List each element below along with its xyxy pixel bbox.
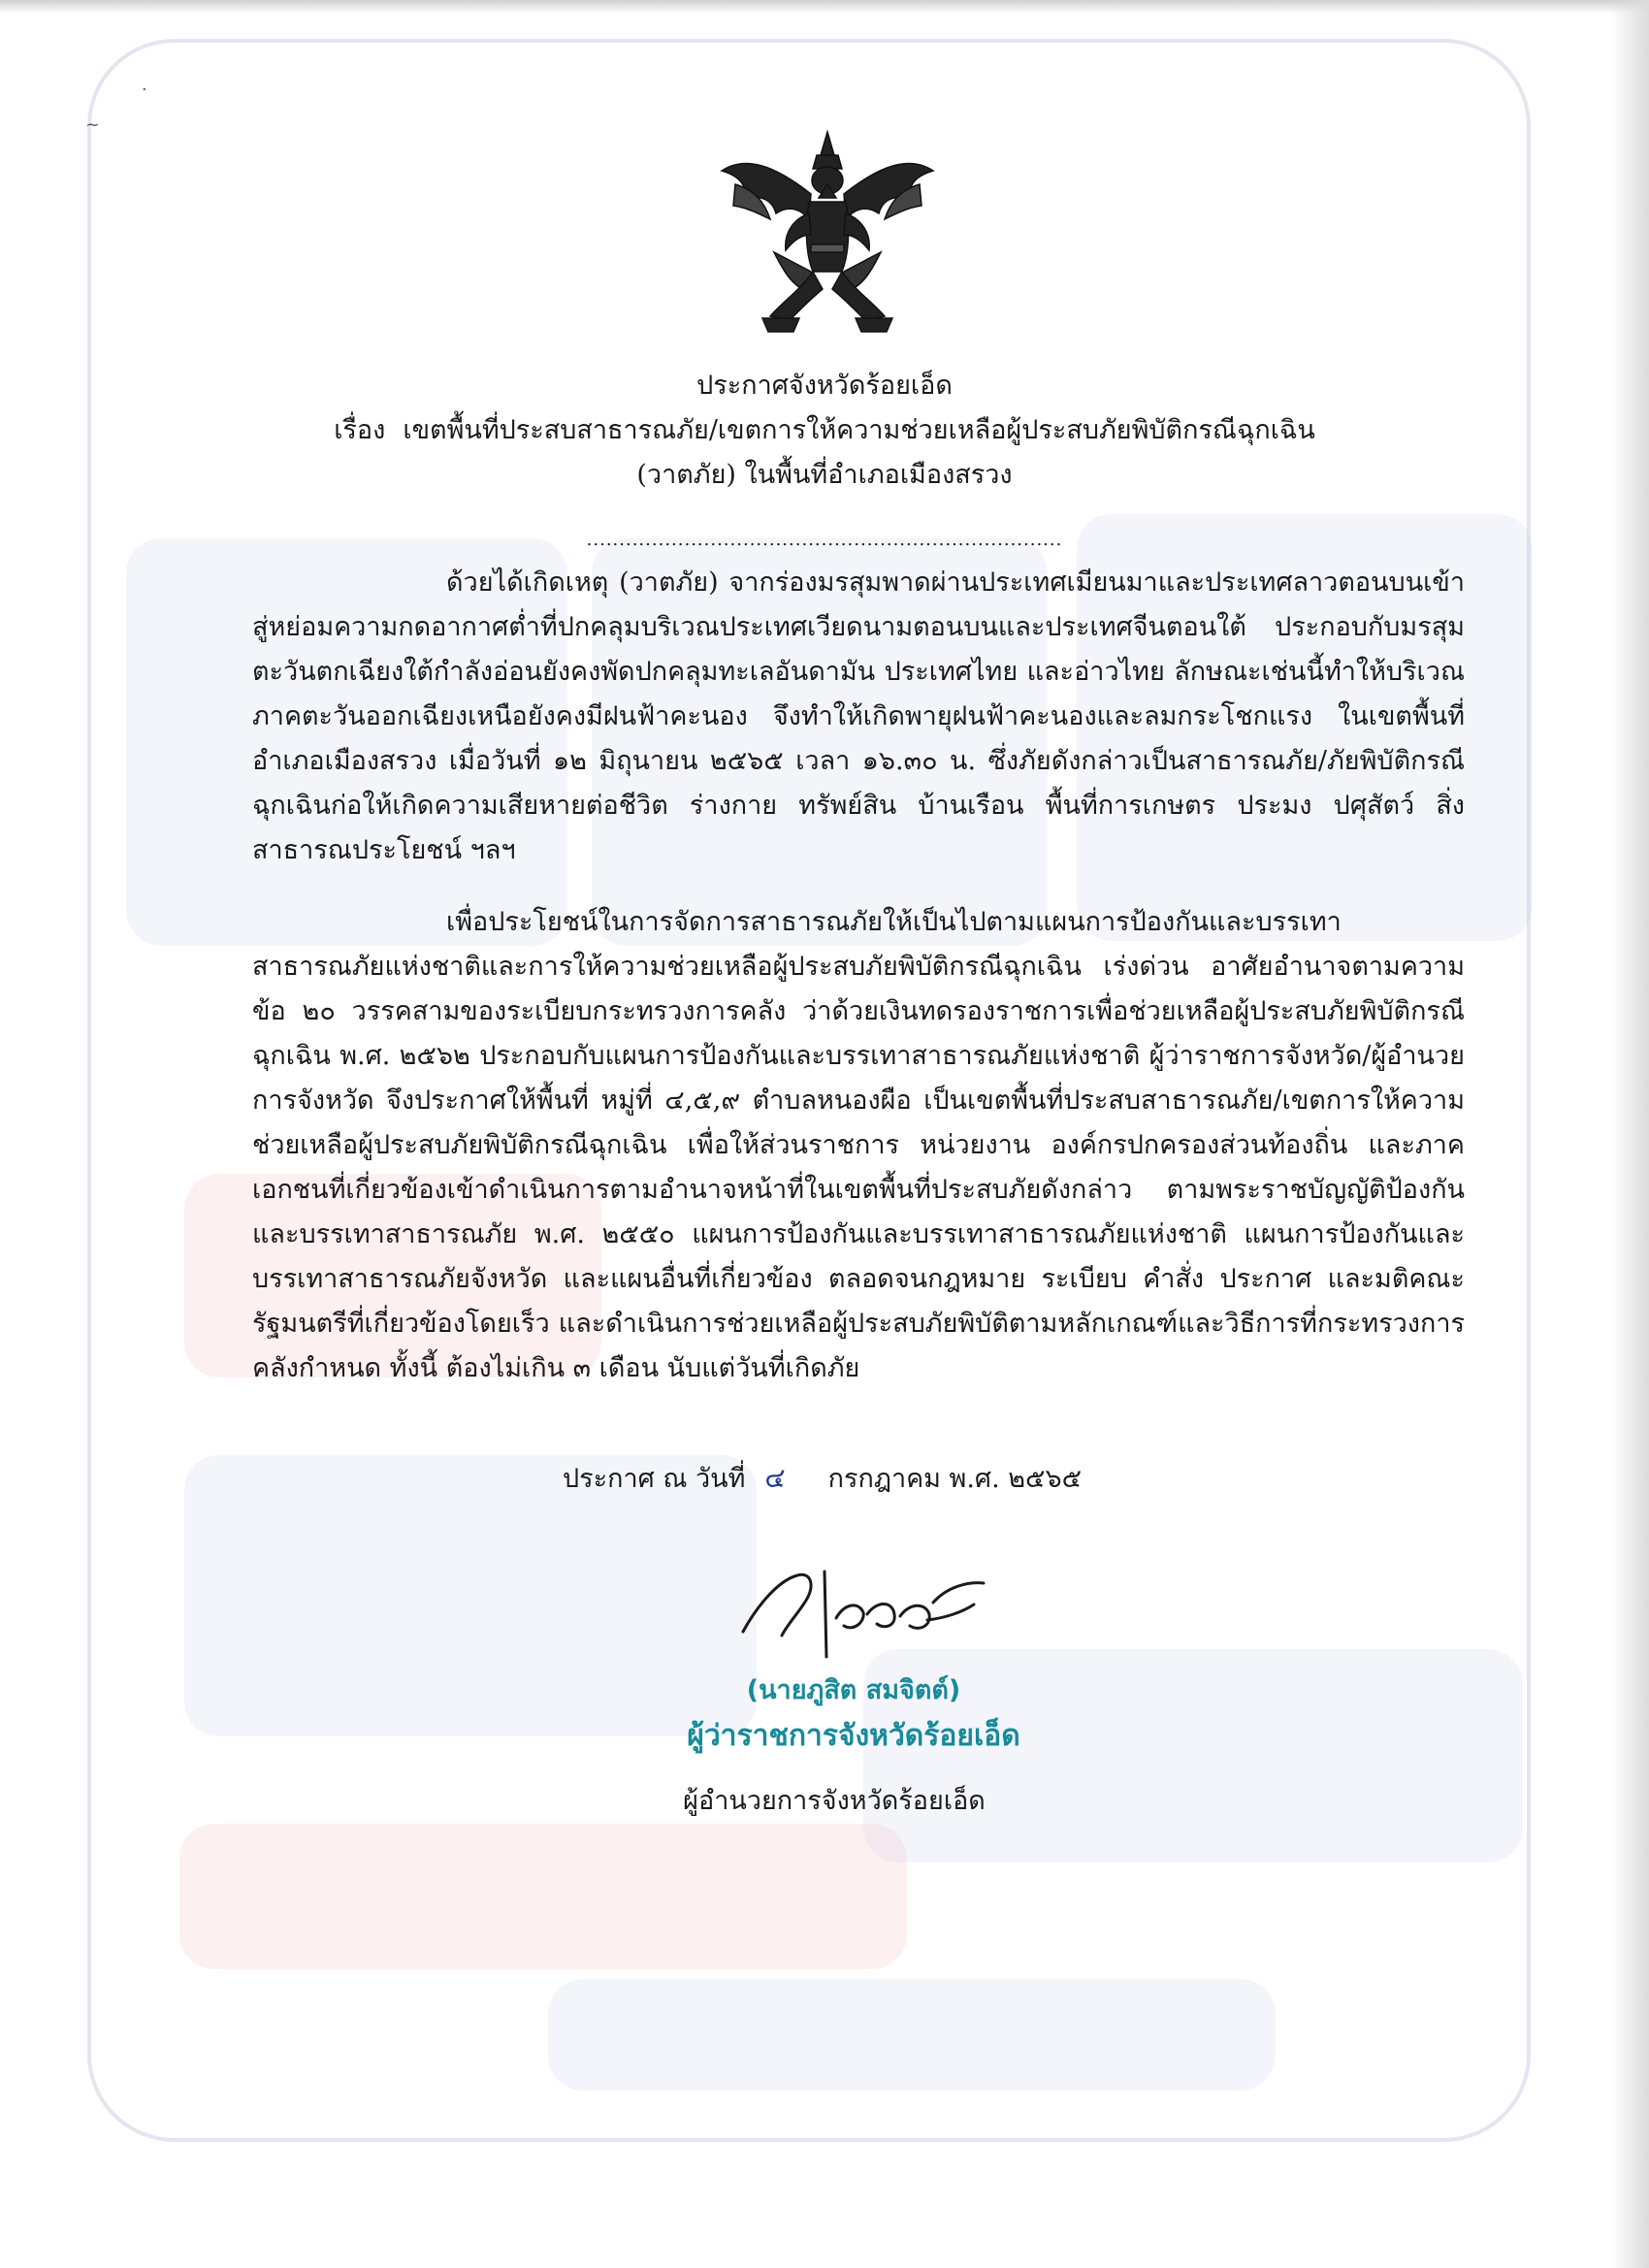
document-header [0,365,1649,407]
body-paragraph-2: เพื่อประโยชน์ในการจัดการสาธารณภัยให้เป็นไปตามแผนการป้องกันและบรรเทาสาธารณภัยแห่งชาติและการให้ความช่วยเหลือผู้ประสบภัยพิบัติกรณีฉุกเฉิน เร่งด่วน อาศัยอำนาจตามความ ข้อ ๒๐ วรรคสามของระเบียบกระทรวงการคลัง ว่าด้วยเงินทดรองราชการเพื่อช่วยเหลือผู้ประสบภัยพิบัติกรณีฉุกเฉิน พ.ศ. ๒๕๖๒ ประกอบกับแผนการป้องกันและบรรเทาสาธารณภัยแห่งชาติ ผู้ว่าราชการจังหวัด/ผู้อำนวยการจังหวัด จึงประกาศให้พื้นที่ หมู่ที่ ๔,๕,๙ ตำบลหนองผือ เป็นเขตพื้นที่ประสบสาธารณภัย/เขตการให้ความช่วยเหลือผู้ประสบภัยพิบัติกรณีฉุกเฉิน เพื่อให้ส่วนราชการ หน่วยงาน องค์กรปกครองส่วนท้องถิ่น และภาคเอกชนที่เกี่ยวข้องเข้าดำเนินการตามอำนาจหน้าที่ในเขตพื้นที่ประสบภัยดังกล่าว ตามพระราชบัญญัติป้องกันและบรรเทาสาธารณภัย พ.ศ. ๒๕๕๐ แผนการป้องกันและบรรเทาสาธารณภัยแห่งชาติ แผนการป้องกันและบรรเทาสาธารณภัยจังหวัด และแผนอื่นที่เกี่ยวข้อง ตลอดจนกฎหมาย ระเบียบ คำสั่ง ประกาศ และมติคณะรัฐมนตรีที่เกี่ยวข้องโดยเร็ว และดำเนินการช่วยเหลือผู้ประสบภัยพิบัติตามหลักเกณฑ์และวิธีการที่กระทรวงการคลังกำหนด ทั้งนี้ ต้องไม่เกิน ๓ เดือน นับแต่วันที่เกิดภัย [252,907,1465,1383]
scan-speck: · [142,80,147,100]
subject-line-1: เขตพื้นที่ประสบสาธารณภัย/เขตการให้ความช่วยเหลือผู้ประสบภัยพิบัติกรณีฉุกเฉิน [403,415,1315,445]
subject-line-2: (วาตภัย) ในพื้นที่อำเภอเมืองสรวง [636,460,1013,490]
document-subject-cont [0,454,1649,497]
scan-speck: ~ [85,114,101,135]
header-separator: ......................................................................... [586,530,1063,550]
announcement-day: ๔ [764,1462,786,1494]
bleed-through-panel [179,1824,907,1969]
document-title: ประกาศจังหวัดร้อยเอ็ด [696,371,953,401]
body-paragraph-1: ด้วยได้เกิดเหตุ (วาตภัย) จากร่องมรสุมพาดผ่านประเทศเมียนมาและประเทศลาวตอนบนเข้าสู่หย่อมความกดอากาศต่ำที่ปกคลุมบริเวณประเทศเวียดนามตอนบนและประเทศจีนตอนใต้ ประกอบกับมรสุมตะวันตกเฉียงใต้กำลังอ่อนยังคงพัดปกคลุมทะเลอันดามัน ประเทศไทย และอ่าวไทย ลักษณะเช่นนี้ทำให้บริเวณภาคตะวันออกเฉียงเหนือยังคงมีฝนฟ้าคะนอง จึงทำให้เกิดพายุฝนฟ้าคะนองและลมกระโชกแรง ในเขตพื้นที่อำเภอเมืองสรวง เมื่อวันที่ ๑๒ มิถุนายน ๒๕๖๕ เวลา ๑๖.๓๐ น. ซึ่งภัยดังกล่าวเป็นสาธารณภัย/ภัยพิบัติกรณีฉุกเฉินก่อให้เกิดความเสียหายต่อชีวิต ร่างกาย ทรัพย์สิน บ้านเรือน พื้นที่การเกษตร ประมง ปศุสัตว์ สิ่งสาธารณประโยชน์ ฯลฯ [252,567,1465,865]
document-body [252,561,1465,1418]
announcement-month-year: กรกฎาคม พ.ศ. ๒๕๖๕ [827,1464,1083,1494]
bleed-through-panel [548,1979,1276,2090]
scan-edge-shadow [0,0,1649,14]
garuda-emblem-icon [716,126,939,349]
scan-edge-shadow-right [1610,0,1649,2268]
document-subject [0,409,1649,452]
signer-name-stamp: (นายภูสิต สมจิตต์) [746,1675,961,1705]
announcement-prefix: ประกาศ ณ วันที่ [563,1464,746,1494]
handwritten-signature [729,1542,991,1678]
signer-position-stamp: ผู้ว่าราชการจังหวัดร้อยเอ็ด [687,1719,1020,1753]
announcement-date [563,1457,1082,1501]
header-separator-row [0,516,1649,562]
subject-label: เรื่อง [334,415,386,445]
signer-role: ผู้อำนวยการจังหวัดร้อยเอ็ด [683,1786,986,1816]
